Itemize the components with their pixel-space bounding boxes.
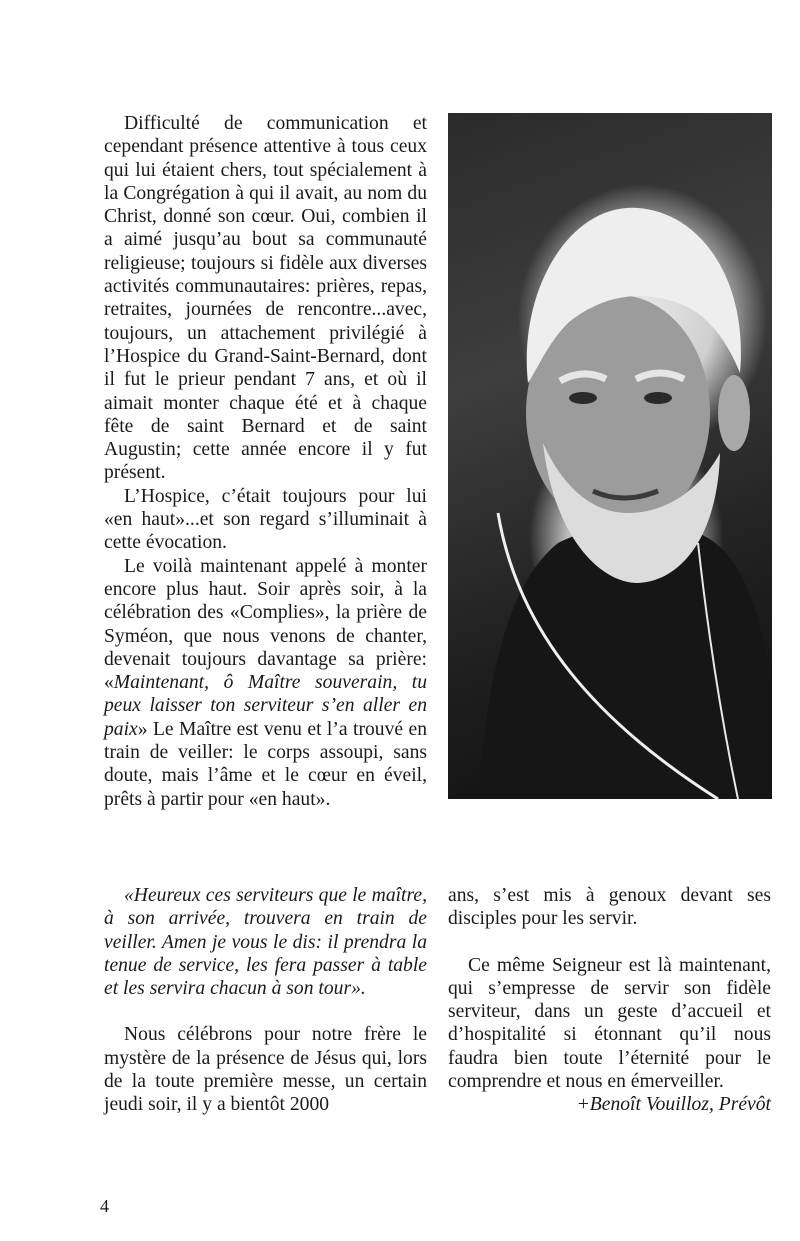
portrait-photo <box>448 113 772 799</box>
signature: +Benoît Vouilloz, Prévôt <box>576 1094 771 1116</box>
right-column-bottom <box>448 884 771 1117</box>
left-column-bottom <box>104 884 427 1117</box>
paragraph-called-higher-end: » Le Maître est venu et l’a trouvé en train de veiller: le corps assoupi, sans doute, mais l’âme et le cœur en éveil, prêts à partir pour «en haut». <box>104 718 427 810</box>
paragraph-same-lord: Ce même Seigneur est là maintenant, qui s’empresse de servir son fidèle serviteur, dans un geste d’accueil et d’hospitalité si étonnant qu’il nous faudra bien toute l’éternité pour le comprendre et nous en émerveiller. <box>448 954 771 1093</box>
symeon-prayer-quote: Maintenant, ô Maître souverain, tu peux laisser ton serviteur s’en aller en paix <box>104 672 427 740</box>
left-column-top <box>104 112 427 811</box>
gospel-quote: «Heureux ces serviteurs que le maître, à son arrivée, trouvera en train de veiller. Amen je vous le dis: il prendra la tenue de service, les fera passer à table et les servira chacun à son tour». <box>104 885 427 1000</box>
paragraph-called-higher-start: Le voilà maintenant appelé à monter encore plus haut. Soir après soir, à la célébration des «Complies», la prière de Syméon, que nous venons de chanter, devenait toujours davantage sa prière: « <box>104 555 427 694</box>
paragraph-celebration: Nous célébrons pour notre frère le mystère de la présence de Jésus qui, lors de la toute première messe, un certain jeudi soir, il y a bientôt 2000 <box>104 1024 427 1116</box>
paragraph-called-higher <box>104 555 427 811</box>
page-number: 4 <box>100 1196 109 1216</box>
paragraph-disciples: ans, s’est mis à genoux devant ses disciples pour les servir. <box>448 885 771 930</box>
paragraph-hospice: L’Hospice, c’était toujours pour lui «en haut»...et son regard s’illuminait à cette évocation. <box>104 485 427 554</box>
paragraph-difficulty: Difficulté de communication et cependant présence attentive à tous ceux qui lui étaient chers, tout spécialement à la Congrégation à qui il avait, au nom du Christ, donné son cœur. Oui, combien il a aimé jusqu’au bout sa communauté religieuse; toujours si fidèle aux diverses activités communautaires: prières, repas, retraites, journées de rencontre...avec, toujours, un attachement privilégié à l’Hospice du Grand-Saint-Bernard, dont il fut le prieur pendant 7 ans, et où il aimait monter chaque été et à chaque fête de saint Bernard et de saint Augustin; cette année encore il y fut présent. <box>104 113 427 484</box>
portrait-illustration <box>448 113 772 799</box>
